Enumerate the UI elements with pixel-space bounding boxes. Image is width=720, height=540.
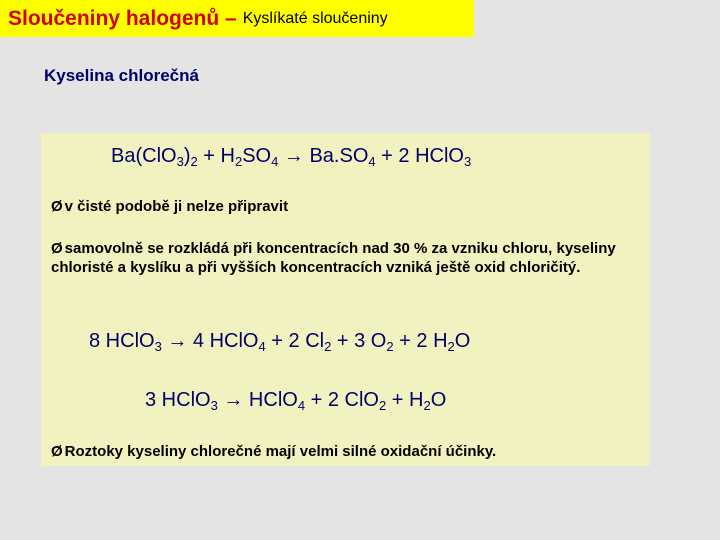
content-box [41,133,650,466]
bullet-arrow-icon: Ø [51,443,63,460]
bullet-oxidation: Ø Roztoky kyseliny chlorečné mají velmi silné oxidační účinky. [51,443,497,460]
title-bar [0,0,474,37]
bullet-preparation: Ø v čisté podobě ji nelze připravit [51,198,289,215]
slide-subtitle: Kyslíkaté sloučeniny [242,9,388,27]
section-heading: Kyselina chlorečná [44,66,199,85]
equation-decomposition-1: 8 HClO$_3$ → 4 HClO$_4$ + 2 $Cl_2 + 3$ $O_2 + 2$ $H_2O$ [89,330,471,354]
bullet-arrow-icon: Ø [51,198,63,215]
equation-decomposition-2: 3 HClO$_3$ → HClO$_4$ + 2 $ClO_2 + H_2O$ [145,389,447,413]
bullet-decomposition: Ø samovolně se rozkládá při koncentracích nad 30 % za vzniku chloru, kyseliny chloristé a kyslíku a při vyšších koncentracích vzniká ještě oxid chloričitý. [51,240,616,276]
equation-barium-chlorate: $Ba(ClO_3)_2 + H_2SO_4 \to Ba.SO_4 + 2$ HClO$_3$ [111,145,472,169]
slide-title: Sloučeniny halogenů – [8,6,237,30]
bullet-arrow-icon: Ø [51,240,63,257]
